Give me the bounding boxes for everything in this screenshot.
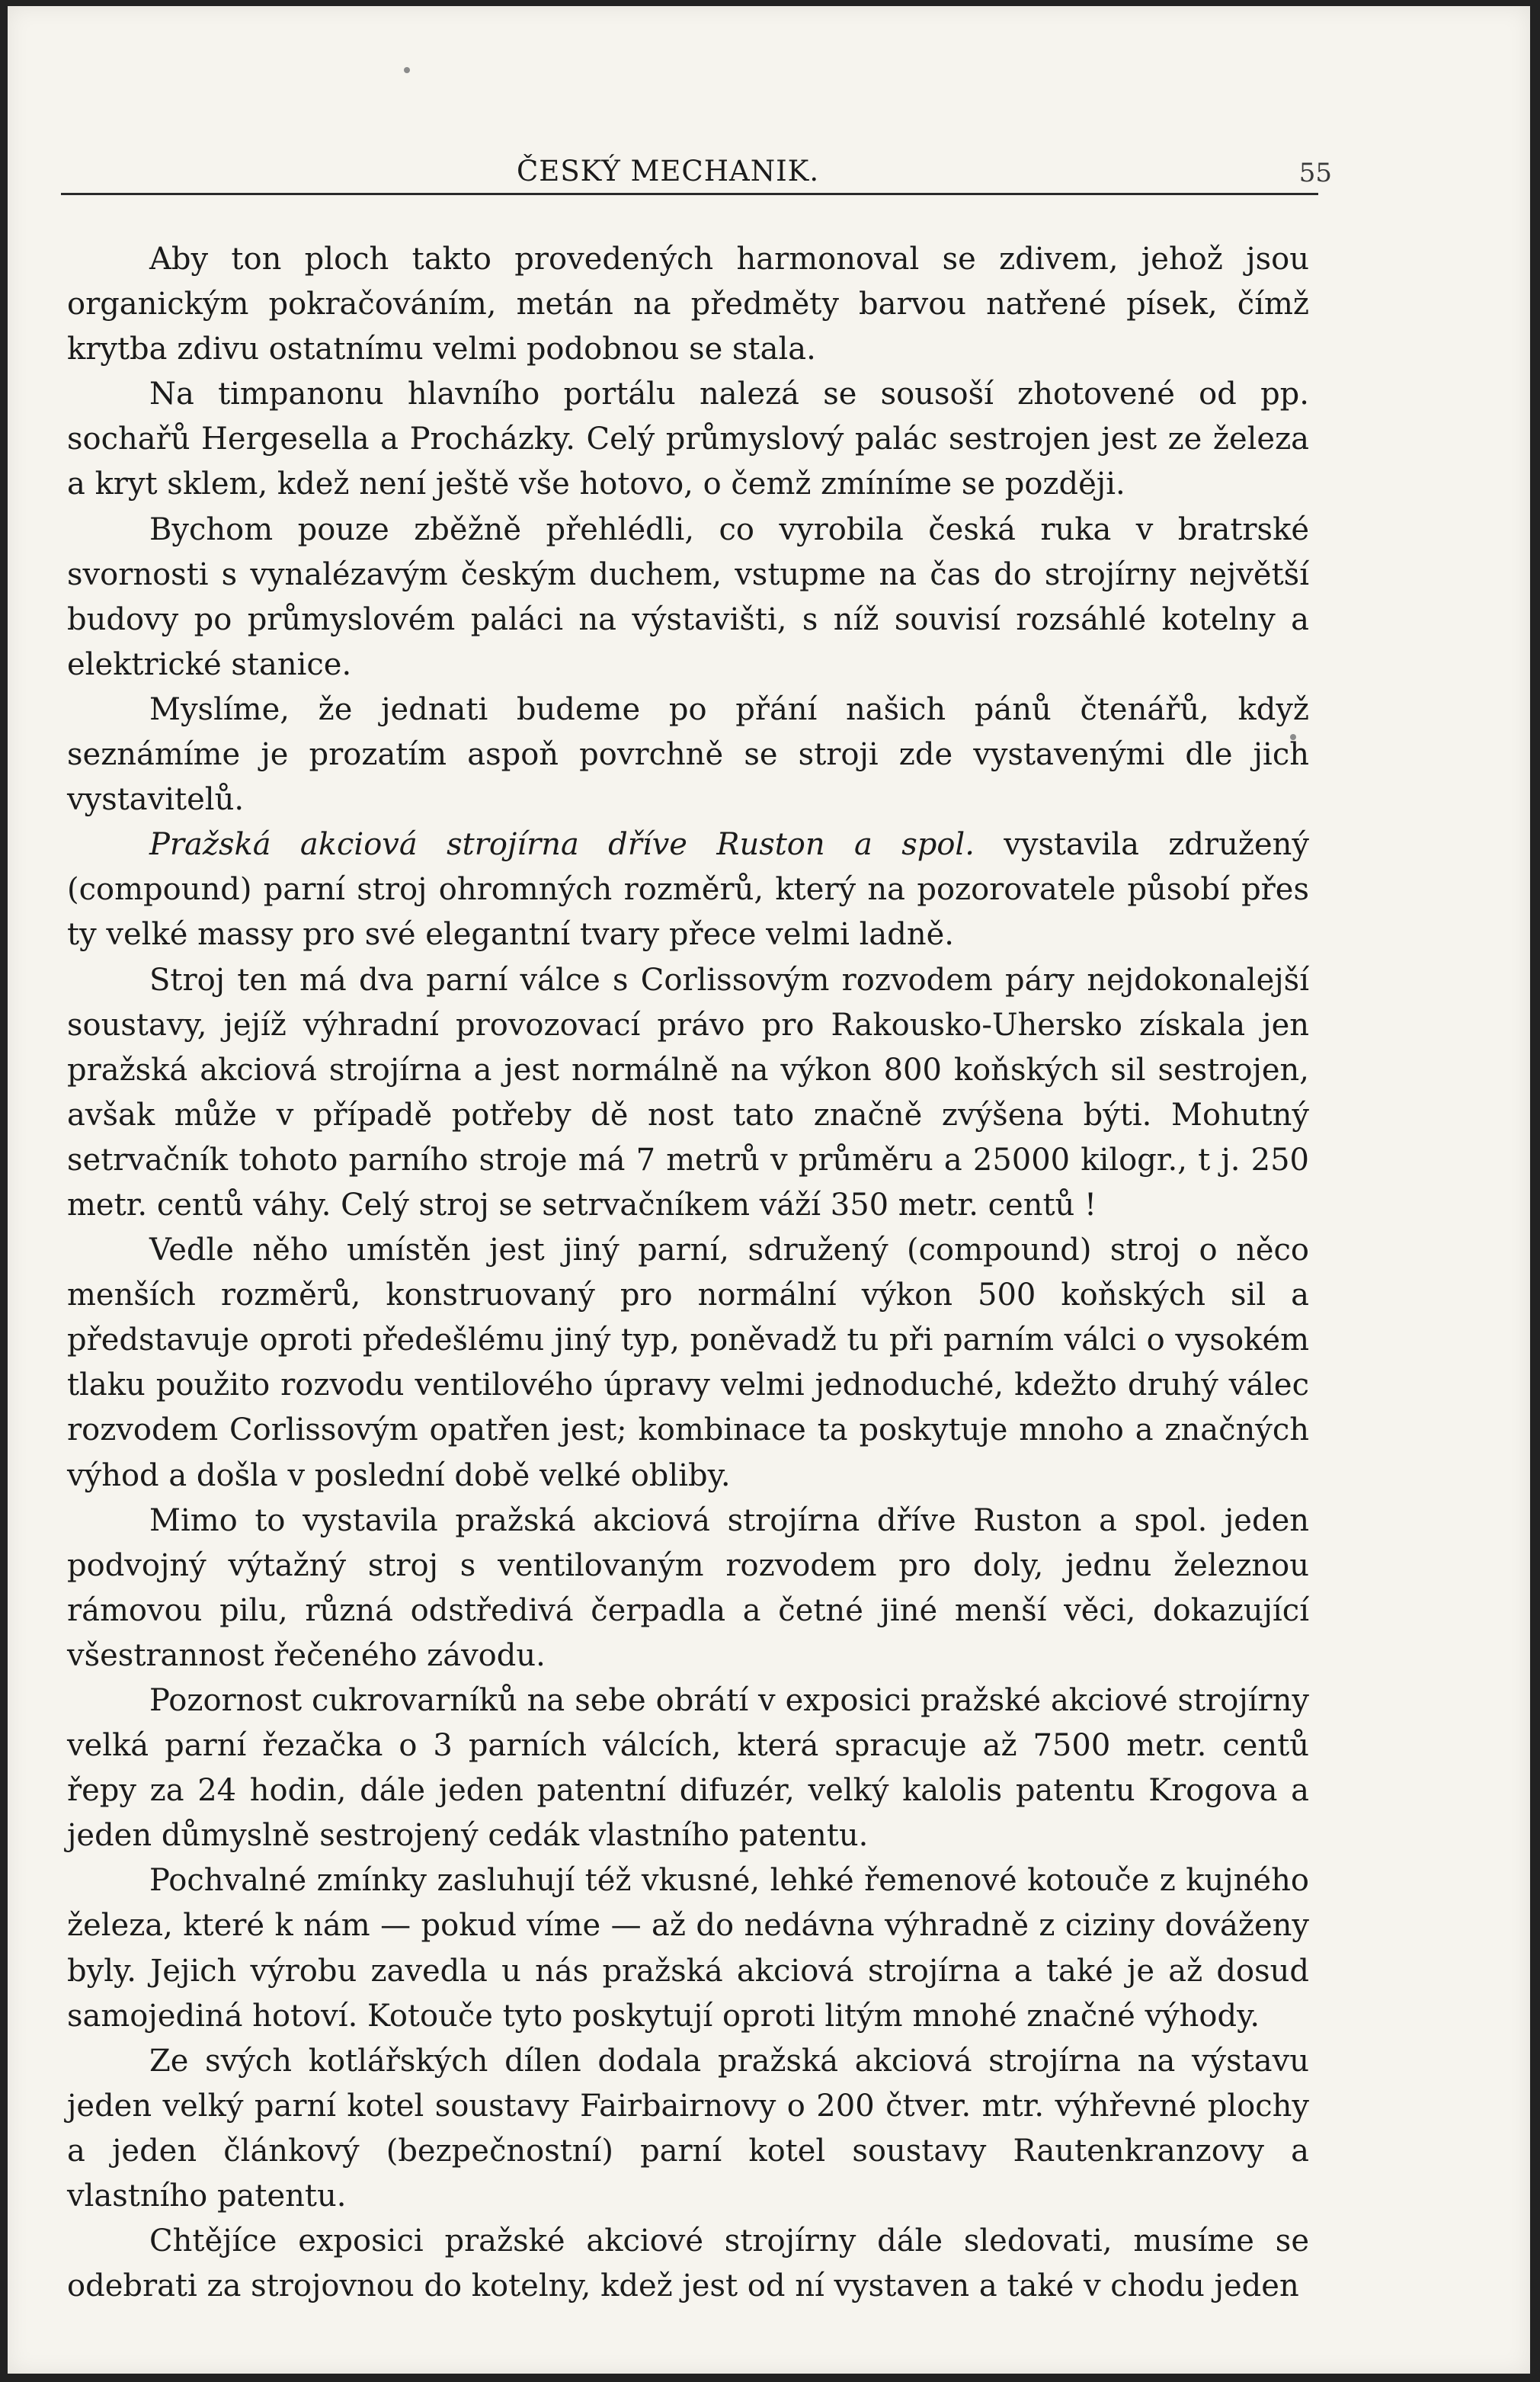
header-rule xyxy=(61,193,1318,195)
paragraph: Mimo to vystavila pražská akciová strojírna dříve Ruston a spol. jeden podvojný výtažný stroj s ventilovaným rozvodem pro doly, jednu železnou rámovou pilu, různá odstředivá čerpadla a četné jiné menší věci, dokazující všestrannost řečeného závodu. xyxy=(67,1502,1309,1673)
journal-title: ČESKÝ MECHANIK. xyxy=(517,155,820,188)
page-speck xyxy=(404,67,410,73)
book-page xyxy=(8,6,1530,2374)
paragraph: Pozornost cukrovarníků na sebe obrátí v exposici pražské akciové strojírny velká parní řezačka o 3 parních válcích, která spracuje až 7500 metr. centů řepy za 24 hodin, dále jeden patentní difuzér, velký kalolis patentu Krogova a jeden důmyslně sestrojený cedák vlastního patentu. xyxy=(67,1683,1309,1854)
paragraph: Chtějíce exposici pražské akciové strojírny dále sledovati, musíme se odebrati za strojovnou do kotelny, kdež jest od ní vystaven a také v chodu jeden xyxy=(67,2223,1309,2304)
company-name-italic: Pražská akciová strojírna dříve Ruston a spol. xyxy=(149,827,975,863)
paragraph xyxy=(67,822,1309,957)
paragraph: Myslíme, že jednati budeme po přání našich pánů čtenářů, když seznámíme je prozatím aspoň povrchně se stroji zde vystavenými dle jich vystavitelů. xyxy=(67,691,1309,818)
paragraph-text: vystavila združený (compound) parní stroj ohromných rozměrů, který na pozorovatele působí přes ty velké massy pro své elegantní tvary přece velmi ladně. xyxy=(67,827,1309,953)
paragraph: Bychom pouze zběžně přehlédli, co vyrobila česká ruka v bratrské svornosti s vynalézavým českým duchem, vstupme na čas do strojírny největší budovy po průmyslovém paláci na výstavišti, s níž souvisí rozsáhlé kotelny a elektrické stanice. xyxy=(67,511,1309,682)
paragraph: Ze svých kotlářských dílen dodala pražská akciová strojírna na výstavu jeden velký parní kotel soustavy Fairbairnovy o 200 čtver. mtr. výhřevné plochy a jeden článkový (bezpečnostní) parní kotel soustavy Rautenkranzovy a vlastního patentu. xyxy=(67,2043,1309,2214)
paragraph: Pochvalné zmínky zasluhují též vkusné, lehké řemenové kotouče z kujného železa, které k nám — pokud víme — až do nedávna výhradně z ciziny dováženy byly. Jejich výrobu zavedla u nás pražská akciová strojírna a také je až dosud samojediná hotoví. Kotouče tyto poskytují oproti litým mnohé značné výhody. xyxy=(67,1863,1309,2034)
paragraph: Stroj ten má dva parní válce s Corlissovým rozvodem páry nejdokonalejší soustavy, jejíž výhradní provozovací právo pro Rakousko-Uhersko získala jen pražská akciová strojírna a jest normálně na výkon 800 koňských sil sestrojen, avšak může v případě potřeby dě nost tato značně zvýšena býti. Mohutný setrvačník tohoto parního stroje má 7 metrů v průměru a 25000 kilogr., t j. 250 metr. centů váhy. Celý stroj se setrvačníkem váží 350 metr. centů ! xyxy=(67,962,1309,1223)
page-number: 55 xyxy=(1298,158,1332,188)
paragraph: Aby ton ploch takto provedených harmonoval se zdivem, jehož jsou organickým pokračováním, metán na předměty barvou natřené písek, čímž krytba zdivu ostatnímu velmi podobnou se stala. xyxy=(67,242,1309,367)
paragraph: Na timpanonu hlavního portálu nalezá se sousoší zhotovené od pp. sochařů Hergesella a Procházky. Celý průmyslový palác sestrojen jest ze železa a kryt sklem, kdež není ještě vše hotovo, o čemž zmíníme se později. xyxy=(67,377,1309,502)
article-body xyxy=(67,237,1309,2309)
paragraph: Vedle něho umístěn jest jiný parní, sdružený (compound) stroj o něco menších rozměrů, konstruovaný pro normální výkon 500 koňských sil a představuje oproti předešlému jiný typ, poněvadž tu při parním válci o vysokém tlaku použito rozvodu ventilového úpravy velmi jednoduché, kdežto druhý válec rozvodem Corlissovým opatřen jest; kombinace ta poskytuje mnoho a značných výhod a došla v poslední době velké obliby. xyxy=(67,1233,1309,1493)
running-header xyxy=(61,155,1332,193)
